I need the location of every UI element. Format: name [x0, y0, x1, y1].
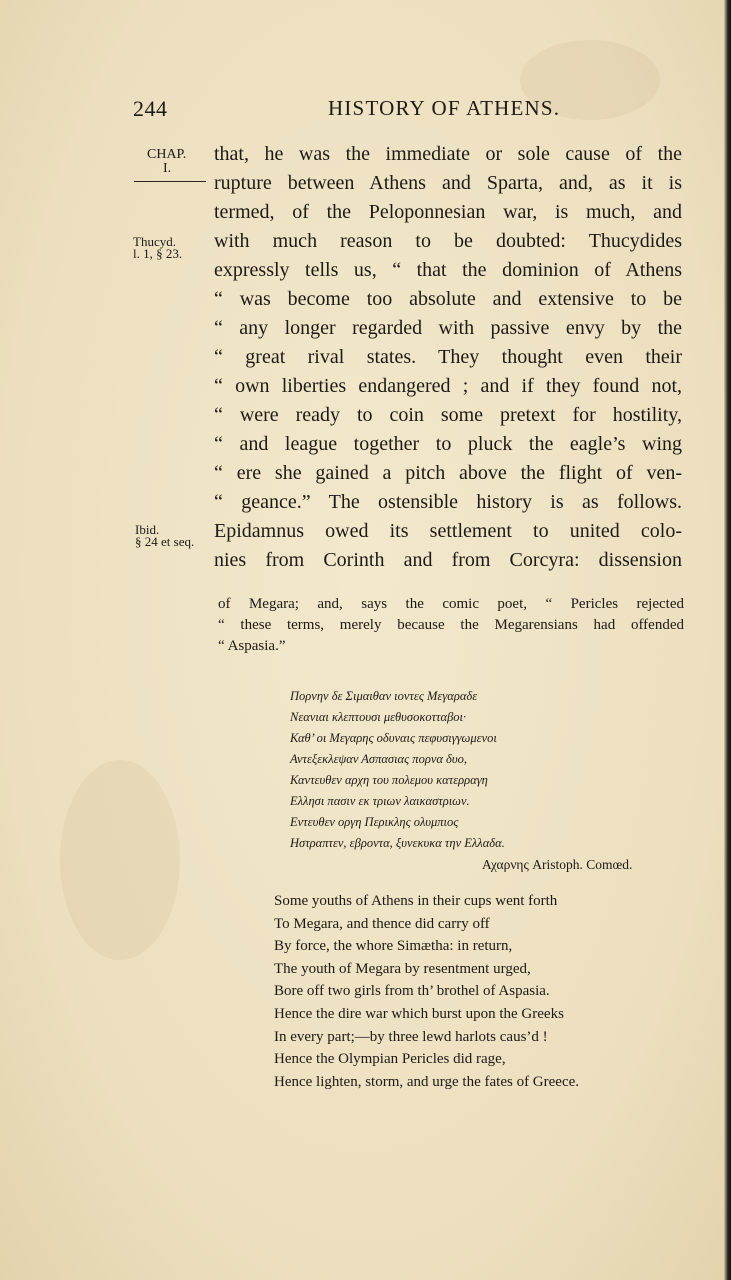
text-line: rupture between Athens and Sparta, and, as it is — [214, 172, 682, 194]
greek-verse-line: Εντευθεν οργη Περικλης ολυμπιος — [290, 815, 459, 829]
greek-verse-line: Νεανιαι κλεπτουσι μεθυσοκοτταβοι· — [290, 710, 467, 724]
margin-note-thucydides — [133, 236, 211, 260]
translation-line: The youth of Megara by resentment urged, — [274, 960, 531, 977]
chapter-rule — [134, 181, 206, 182]
text-line: nies from Corinth and from Corcyra: dissension — [214, 549, 682, 571]
translation-line: Hence the Olympian Pericles did rage, — [274, 1051, 506, 1068]
text-line: with much reason to be doubted: Thucydides — [214, 230, 682, 252]
text-line: “ was become too absolute and extensive to be — [214, 288, 682, 310]
page-edge-shadow — [724, 0, 731, 1280]
translation-line: To Megara, and thence did carry off — [274, 915, 490, 932]
verse-translation — [274, 890, 714, 1093]
translation-line: By force, the whore Simætha: in return, — [274, 938, 513, 955]
text-line: that, he was the immediate or sole cause of the — [214, 143, 682, 165]
text-line: “ and league together to pluck the eagle’s wing — [214, 433, 682, 455]
margin-note-line: l. 1, § 23. — [133, 246, 183, 261]
translation-line: In every part;—by three lewd harlots caus’d ! — [274, 1028, 548, 1045]
greek-verse-line: Καντευθεν αρχη του πολεμου κατερραγη — [290, 773, 488, 787]
footnote-line: of Megara; and, says the comic poet, “ Pericles rejected — [218, 596, 684, 612]
greek-verse-line: Πορνην δε Σιμαιθαν ιοντες Μεγαραδε — [290, 689, 478, 703]
chapter-marginal-label — [147, 148, 207, 176]
translation-line: Hence lighten, storm, and urge the fates of Greece. — [274, 1073, 580, 1090]
page-number: 244 — [133, 96, 168, 121]
chapter-label: CHAP. — [147, 147, 187, 162]
greek-verse — [290, 686, 710, 876]
text-line: “ were ready to coin some pretext for hostility, — [214, 404, 682, 426]
footnote — [218, 594, 684, 657]
translation-line: Bore off two girls from th’ brothel of Aspasia. — [274, 983, 550, 1000]
footnote-line: “ these terms, merely because the Megarensians had offended — [218, 617, 684, 633]
translation-line: Some youths of Athens in their cups went forth — [274, 893, 558, 909]
page-header — [0, 96, 731, 126]
text-line: “ ere she gained a pitch above the flight of ven- — [214, 462, 682, 484]
main-text — [214, 140, 682, 575]
greek-verse-line: Καθ’ οι Μεγαρης οδυναις πεφυσιγγωμενοι — [290, 731, 497, 745]
chapter-number: I. — [163, 161, 172, 176]
margin-note-line: Thucyd. — [133, 234, 176, 249]
footnote-line: “ Aspasia.” — [218, 638, 286, 654]
text-line: “ great rival states. They thought even their — [214, 346, 682, 368]
paper-stain — [60, 760, 180, 960]
greek-attribution: Αχαρνης Aristoph. Comœd. — [482, 857, 633, 872]
text-line: “ geance.” The ostensible history is as follows. — [214, 491, 682, 513]
text-line: “ any longer regarded with passive envy by the — [214, 317, 682, 339]
text-line: “ own liberties endangered ; and if they found not, — [214, 375, 682, 397]
greek-verse-line: Αντεξεκλεψαν Ασπασιας πορνα δυο, — [290, 752, 467, 766]
text-line: expressly tells us, “ that the dominion of Athens — [214, 259, 682, 281]
translation-line: Hence the dire war which burst upon the Greeks — [274, 1005, 564, 1022]
running-head: HISTORY OF ATHENS. — [328, 96, 561, 120]
margin-note-line: § 24 et seq. — [135, 534, 195, 549]
greek-verse-line: Ελλησι πασιν εκ τριων λαικαστριων. — [290, 794, 470, 808]
greek-verse-line: Ηστραπτεν, εβροντα, ξυνεκυκα την Ελλαδα. — [290, 836, 505, 850]
text-line: Epidamnus owed its settlement to united colo- — [214, 520, 682, 542]
margin-note-ibid — [135, 524, 215, 548]
text-line: termed, of the Peloponnesian war, is much, and — [214, 201, 682, 223]
margin-note-line: Ibid. — [135, 522, 160, 537]
